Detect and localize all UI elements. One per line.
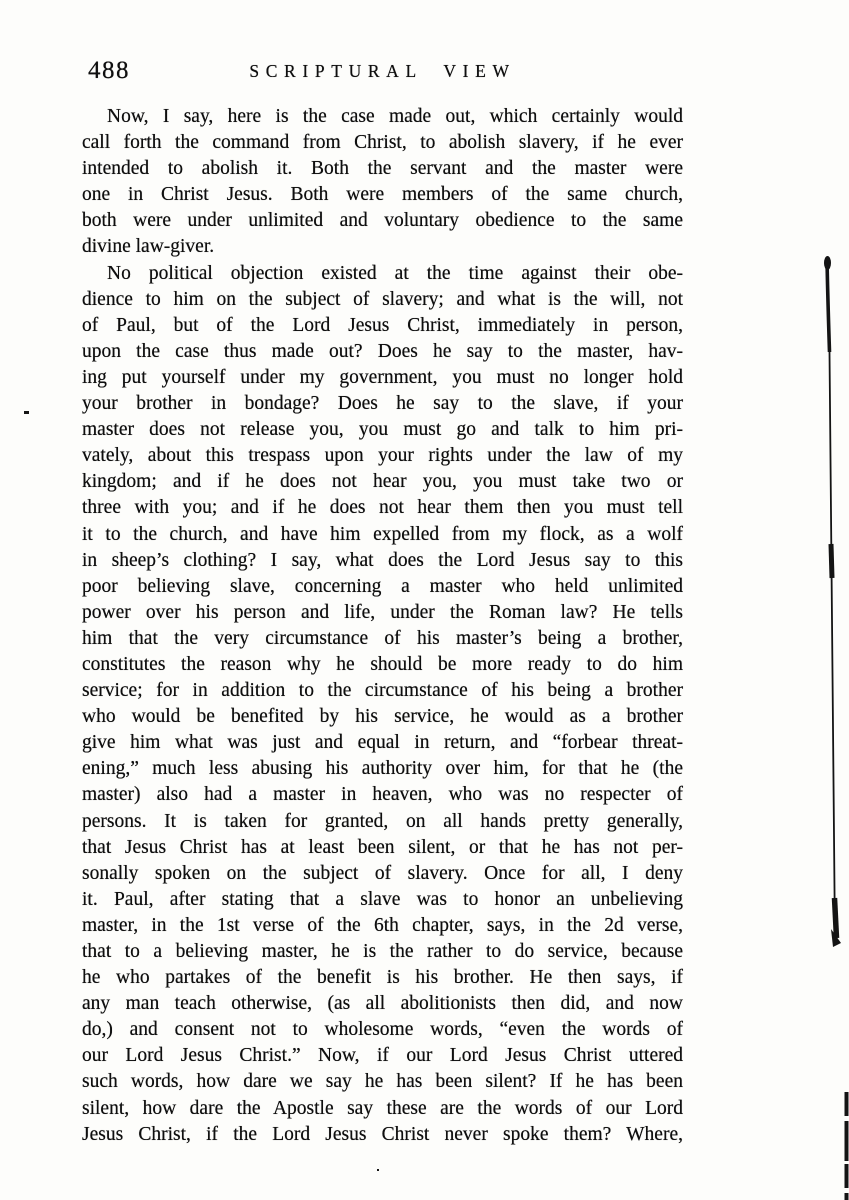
- scan-artifact-blob-top: [824, 256, 831, 270]
- body-text: [82, 104, 683, 1148]
- text-line: it to the church, and have him expelled from my flock, as a wolf: [82, 523, 683, 545]
- text-line: sonally spoken on the subject of slavery. Once for all, I deny: [82, 862, 683, 884]
- text-line: ing put yourself under my government, you must no longer hold: [82, 366, 683, 388]
- scan-speck-bottom-center: [377, 1169, 379, 1171]
- text-line: one in Christ Jesus. Both were members of the same church,: [82, 184, 683, 206]
- scan-artifact-line-lower: [835, 898, 837, 938]
- text-line: master does not release you, you must go and talk to him pri-: [82, 419, 683, 441]
- text-line: it. Paul, after stating that a slave was to honor an unbelieving: [82, 888, 683, 910]
- text-line: divine law-giver.: [82, 236, 215, 258]
- running-head: SCRIPTURAL VIEW: [249, 61, 516, 81]
- text-line: our Lord Jesus Christ.” Now, if our Lord Jesus Christ uttered: [82, 1045, 683, 1067]
- scan-artifact-blob-bottom: [831, 929, 841, 947]
- text-line: who would be benefited by his service, he would as a brother: [82, 706, 683, 728]
- page-number: 488: [88, 57, 130, 84]
- text-line: constitutes the reason why he should be more ready to do him: [82, 653, 683, 675]
- text-line: call forth the command from Christ, to abolish slavery, if he ever: [82, 132, 683, 154]
- text-line: any man teach otherwise, (as all abolitionists then did, and now: [82, 993, 683, 1015]
- text-line: both were under unlimited and voluntary obedience to the same: [82, 210, 683, 232]
- text-line: give him what was just and equal in return, and “forbear threat-: [82, 732, 683, 754]
- text-line: master) also had a master in heaven, who was no respecter of: [82, 784, 683, 806]
- text-line: of Paul, but of the Lord Jesus Christ, immediately in person,: [82, 314, 683, 336]
- scan-speck-left-margin: [24, 411, 29, 414]
- text-line: he who partakes of the benefit is his brother. He then says, if: [82, 967, 683, 989]
- text-line: Now, I say, here is the case made out, which certainly would: [107, 106, 683, 127]
- scan-artifact-line-middle: [830, 352, 835, 900]
- text-line: silent, how dare the Apostle say these are the words of our Lord: [82, 1097, 683, 1119]
- text-line: three with you; and if he does not hear them then you must tell: [82, 497, 683, 519]
- scan-artifact-line-upper: [827, 258, 830, 352]
- text-line: Jesus Christ, if the Lord Jesus Christ never spoke them? Where,: [82, 1123, 683, 1145]
- text-line: dience to him on the subject of slavery; and what is the will, not: [82, 288, 683, 310]
- text-line: kingdom; and if he does not hear you, you must take two or: [82, 471, 683, 493]
- scan-artifact-knot: [831, 544, 832, 578]
- text-line: No political objection existed at the time against their obe-: [107, 262, 683, 284]
- text-line: power over his person and life, under the Roman law? He tells: [82, 601, 683, 623]
- text-line: poor believing slave, concerning a master who held unlimited: [82, 575, 683, 597]
- text-line: such words, how dare we say he has been silent? If he has been: [82, 1071, 683, 1093]
- text-line: him that the very circumstance of his master’s being a brother,: [82, 627, 683, 649]
- text-line: do,) and consent not to wholesome words, “even the words of: [82, 1019, 683, 1041]
- text-line: vately, about this trespass upon your rights under the law of my: [82, 445, 683, 467]
- text-line: that Jesus Christ has at least been silent, or that he has not per-: [82, 836, 683, 858]
- text-line: that to a believing master, he is the rather to do service, because: [82, 941, 683, 962]
- text-line: service; for in addition to the circumstance of his being a brother: [82, 680, 683, 702]
- text-line: persons. It is taken for granted, on all hands pretty generally,: [82, 810, 683, 832]
- text-line: intended to abolish it. Both the servant and the master were: [82, 158, 683, 180]
- text-line: ening,” much less abusing his authority over him, for that he (the: [82, 758, 683, 780]
- text-line: master, in the 1st verse of the 6th chapter, says, in the 2d verse,: [82, 914, 683, 936]
- text-line: in sheep’s clothing? I say, what does the Lord Jesus say to this: [82, 549, 683, 571]
- text-line: your brother in bondage? Does he say to the slave, if your: [82, 393, 683, 415]
- text-line: upon the case thus made out? Does he say to the master, hav-: [82, 340, 683, 362]
